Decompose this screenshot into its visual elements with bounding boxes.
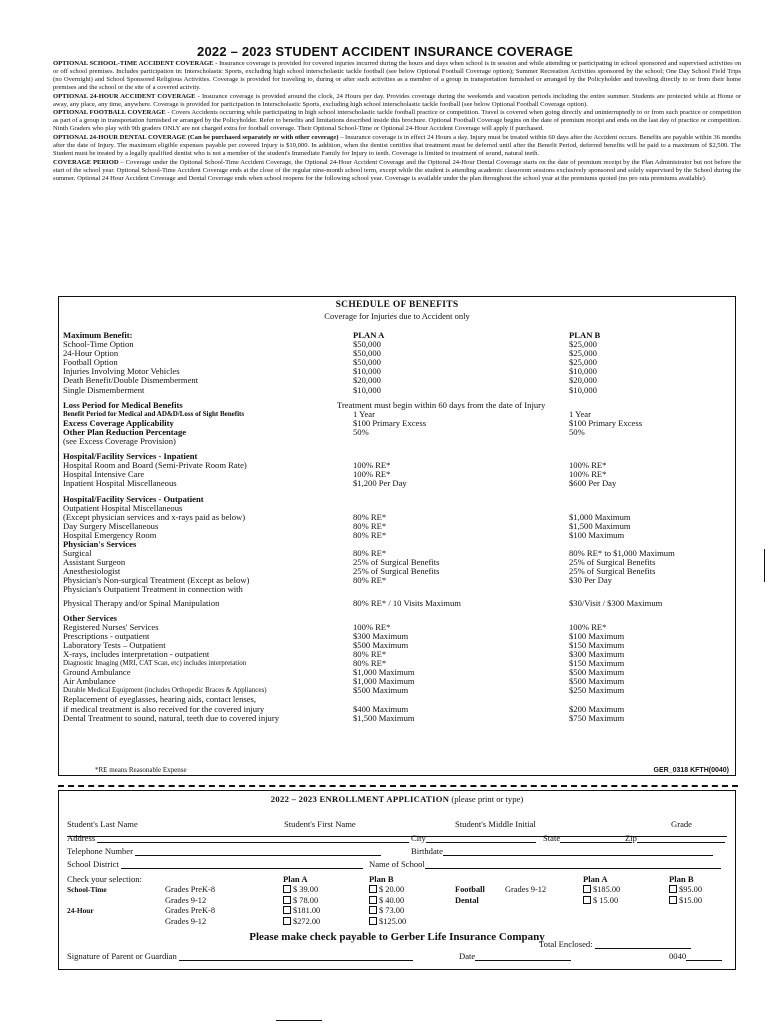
plan-a-value: $1,000 Maximum: [353, 667, 415, 678]
plan-b-value: 50%: [569, 426, 585, 437]
benefit-row: [63, 349, 733, 358]
plan-a-checkbox[interactable]: [283, 917, 320, 926]
benefit-label: Benefit Period for Medical and AD&D/Loss of Sight Benefits: [63, 409, 245, 418]
plan-a-checkbox[interactable]: [283, 906, 320, 915]
extra-plan-a-checkbox[interactable]: [583, 885, 620, 894]
plan-b-checkbox[interactable]: [369, 896, 404, 905]
plan-a-value: 50%: [353, 426, 369, 437]
plan-a-value: 80% RE*: [353, 548, 387, 559]
plan-b-value: $750 Maximum: [569, 712, 625, 723]
grade-range: Grades PreK-8: [165, 885, 216, 894]
coverage-descriptions: [53, 60, 741, 184]
signature-label: Signature of Parent or Guardian: [67, 951, 177, 961]
coverage-type: School-Time: [67, 885, 107, 894]
bottom-mark: [276, 1020, 322, 1021]
plan-a-value: $1,200 Per Day: [353, 478, 407, 489]
plan-a-value: $300 Maximum: [353, 630, 409, 641]
plan-a-value: 80% RE*: [353, 511, 387, 522]
benefit-label: Dental Treatment to sound, natural, teeth due to covered injury: [63, 712, 279, 723]
plan-b-value: 25% of Surgical Benefits: [569, 557, 656, 568]
extra-plan-a-checkbox[interactable]: [583, 896, 618, 905]
checkbox-box[interactable]: [369, 896, 377, 904]
plan-b-value: $30 Per Day: [569, 575, 612, 586]
benefit-label: Prescriptions - outpatient: [63, 630, 150, 641]
benefit-label: Excess Coverage Applicability: [63, 417, 174, 428]
benefit-label: (Except physician services and x-rays paid as below): [63, 511, 246, 522]
extra-coverage-type: Football: [455, 885, 485, 894]
plan-b-value: $150 Maximum: [569, 639, 625, 650]
benefit-label: Injuries Involving Motor Vehicles: [63, 366, 180, 377]
plan-a-value: 100% RE*: [353, 460, 391, 471]
premium-amount: $272.00: [293, 916, 321, 926]
enrollment-title-note: (please print or type): [449, 794, 524, 804]
benefit-label: Surgical: [63, 548, 92, 559]
plan-b-value: $20,000: [569, 375, 597, 386]
check-selection-label: Check your selection:: [67, 874, 142, 884]
city-label: City: [411, 833, 426, 843]
coverage-paragraph: [53, 134, 741, 158]
coverage-heading: OPTIONAL 24-HOUR ACCIDENT COVERAGE: [53, 92, 196, 100]
coverage-heading: OPTIONAL 24-HOUR DENTAL COVERAGE (Can be purchased separately or with other coverage): [53, 134, 339, 142]
first-name-label: Student's First Name: [284, 819, 356, 829]
benefit-row: [63, 331, 733, 340]
plan-b-value: $25,000: [569, 357, 597, 368]
school-district-label: School District: [67, 859, 119, 869]
coverage-paragraph: [53, 60, 741, 92]
birthdate-field[interactable]: [411, 846, 713, 856]
benefit-row: [63, 437, 733, 446]
address-label: Address: [67, 833, 96, 843]
checkbox-box[interactable]: [369, 885, 377, 893]
plan-b-header: Plan B: [369, 874, 394, 884]
plan-b-value: 25% of Surgical Benefits: [569, 566, 656, 577]
signature-field[interactable]: [67, 951, 413, 961]
benefit-label: Physician's Non-surgical Treatment (Except as below): [63, 575, 250, 586]
date-label: Date: [459, 951, 476, 961]
benefit-label: Physical Therapy and/or Spinal Manipulation: [63, 597, 220, 608]
benefit-label: Other Services: [63, 612, 118, 623]
premium-amount: $ 78.00: [293, 895, 319, 905]
checkbox-box[interactable]: [669, 896, 677, 904]
benefit-row: [63, 714, 733, 723]
grade-range: Grades PreK-8: [165, 906, 216, 915]
coverage-text: - Covers Accidents occurring while participating in high school interscholastic tackle football practice or competition. Travel is covered when going directly and uninterruptedly to or from such practice or competition as part of a group in transportation furnished or arranged by the Policyholder. Refer to benefits and limitations described inside this brochure. Optional Football Coverage begins on the date of premium receipt and ends on the last day of practice or competition. Ninth Graders who play with 9th graders ONLY are not charged extra for football coverage. Their Optional School-Time or Optional 24-Hour Accident Coverage will apply if purchased.: [53, 109, 742, 133]
plan-b-value: 100% RE*: [569, 621, 607, 632]
plan-b-checkbox[interactable]: [369, 906, 404, 915]
benefit-label: Ground Ambulance: [63, 667, 131, 678]
benefit-label: Loss Period for Medical Benefits: [63, 399, 183, 410]
page-title: 2022 – 2023 STUDENT ACCIDENT INSURANCE COVERAGE: [197, 44, 573, 59]
benefit-label: Air Ambulance: [63, 676, 116, 687]
coverage-type: 24-Hour: [67, 906, 94, 915]
benefit-row: [63, 650, 733, 659]
form-reference: GER_0318 KFTH(0040): [653, 767, 729, 774]
plan-a-value: 25% of Surgical Benefits: [353, 566, 440, 577]
benefit-row: [63, 340, 733, 349]
checkbox-box[interactable]: [283, 885, 291, 893]
grade-range: Grades 9-12: [165, 895, 207, 905]
state-label: State: [543, 833, 561, 843]
benefit-row: [63, 585, 733, 594]
plan-a-value: 100% RE*: [353, 621, 391, 632]
plan-a-checkbox[interactable]: [283, 896, 318, 905]
checkbox-box[interactable]: [669, 885, 677, 893]
benefit-row: [63, 531, 733, 540]
plan-a-value: $50,000: [353, 348, 381, 359]
coverage-paragraph: [53, 159, 741, 183]
plan-b-header-extra: Plan B: [669, 874, 694, 884]
benefit-label: Football Option: [63, 357, 118, 368]
schedule-title: SCHEDULE OF BENEFITS: [335, 300, 459, 310]
plan-b-value: $500 Maximum: [569, 667, 625, 678]
benefit-row: [63, 599, 733, 608]
checkbox-box[interactable]: [283, 906, 291, 914]
plan-a-value: $10,000: [353, 366, 381, 377]
grade-range: Grades 9-12: [165, 916, 207, 926]
plan-b-value: $100 Maximum: [569, 630, 625, 641]
plan-b-value: $10,000: [569, 384, 597, 395]
benefit-label: Death Benefit/Double Dismemberment: [63, 375, 199, 386]
checkbox-box[interactable]: [369, 906, 377, 914]
extra-grade-range: Grades 9-12: [505, 885, 547, 894]
plan-a-header: Plan A: [283, 874, 308, 884]
benefit-label: Hospital/Facility Services - Inpatient: [63, 451, 198, 462]
premium-amount: $185.00: [593, 885, 621, 894]
grade-label: Grade: [671, 819, 692, 829]
benefit-label: Physician's Outpatient Treatment in connection with: [63, 584, 243, 595]
premium-amount: $125.00: [379, 916, 407, 926]
plan-b-value: $100 Maximum: [569, 529, 625, 540]
schedule-of-benefits: [58, 296, 736, 776]
coverage-text: - Insurance coverage is provided around the clock, 24 Hours per day. Provides coverage during the weekends and vacation periods including the entire summer. Students are protected while at Home or away, any place, any time, anywhere. Coverage is provided for participation in Interscholastic Sports, excluding high school interscholastic tackle football (see below Optional Football Coverage option).: [53, 92, 741, 108]
state-field[interactable]: [543, 833, 632, 843]
benefit-label: Laboratory Tests – Outpatient: [63, 639, 166, 650]
plan-b-value: $100 Primary Excess: [569, 417, 643, 428]
plan-b-checkbox[interactable]: [369, 885, 404, 894]
plan-a-value: $20,000: [353, 375, 381, 386]
plan-b-value: $600 Per Day: [569, 478, 617, 489]
plan-a-value: $10,000: [353, 384, 381, 395]
plan-b-value: $150 Maximum: [569, 658, 625, 669]
benefit-label: Replacement of eyeglasses, hearing aids, contact lenses,: [63, 694, 257, 705]
plan-a-value: 100% RE*: [353, 469, 391, 480]
telephone-label: Telephone Number: [67, 846, 133, 856]
plan-a-checkbox[interactable]: [283, 885, 318, 894]
plan-b-value: $10,000: [569, 366, 597, 377]
benefit-label: 24-Hour Option: [63, 348, 119, 359]
plan-b-checkbox[interactable]: [369, 917, 406, 926]
benefit-label: Inpatient Hospital Miscellaneous: [63, 478, 177, 489]
benefit-row: [63, 461, 733, 470]
plan-b-value: $25,000: [569, 339, 597, 350]
extra-coverage-type: Dental: [455, 895, 479, 905]
coverage-text: – Coverage under the Optional School-Time Accident Coverage, the Optional 24-Hour Accident Coverage and the Optional 24-Hour Dental Coverage starts on the date of premium receipt by the Plan Administrator but not before the start of the school year. Optional School-Time Accident Coverage ends at the close of the regular nine-month school term, except while the student is attending academic classroom sessions exclusively sponsored and solely supervised by the School during the summer. Optional 24 Hour Accident Coverage and Dental Coverage ends when school reopens for the following school year. Coverage is available under the plan throughout the school year at the premiums quoted (no pro rata premiums available).: [53, 158, 741, 182]
plan-a-value: 80% RE*: [353, 575, 387, 586]
checkbox-box[interactable]: [583, 896, 591, 904]
benefit-label: Hospital/Facility Services - Outpatient: [63, 493, 204, 504]
school-district-field[interactable]: [67, 859, 363, 869]
plan-a-value: 80% RE* / 10 Visits Maximum: [353, 597, 461, 608]
benefit-label: Single Dismemberment: [63, 384, 145, 395]
plan-a-value: 80% RE*: [353, 649, 387, 659]
plan-b-value: $25,000: [569, 348, 597, 359]
birthdate-label: Birthdate: [411, 846, 443, 856]
date-field[interactable]: [459, 951, 571, 961]
premium-amount: $ 73.00: [379, 906, 405, 915]
benefit-label: Anesthesiologist: [63, 566, 121, 577]
benefit-label: Day Surgery Miscellaneous: [63, 520, 159, 531]
benefit-label: Hospital Intensive Care: [63, 469, 145, 480]
plan-a-value: $500 Maximum: [353, 685, 409, 696]
margin-mark: [764, 549, 765, 582]
form-code-text: 0040: [669, 951, 687, 961]
form-code: [669, 951, 722, 961]
re-note: *RE means Reasonable Expense: [95, 766, 187, 774]
benefit-label: Hospital Room and Board (Semi-Private Room Rate): [63, 460, 247, 471]
address-field[interactable]: [67, 833, 409, 843]
zip-field[interactable]: [625, 833, 725, 843]
plan-b-value: $500 Maximum: [569, 676, 625, 687]
plan-a-value: $400 Maximum: [353, 703, 409, 714]
benefit-label: Maximum Benefit:: [63, 330, 133, 340]
extra-plan-b-checkbox[interactable]: [669, 896, 702, 905]
payable-note: Please make check payable to Gerber Life Insurance Company: [249, 931, 545, 943]
plan-b-value: $1,000 Maximum: [569, 511, 631, 522]
benefit-row: [63, 386, 733, 395]
middle-initial-label: Student's Middle Initial: [455, 819, 536, 829]
benefit-row: [63, 401, 733, 410]
benefit-label: Assistant Surgeon: [63, 557, 126, 568]
telephone-field[interactable]: [67, 846, 381, 856]
benefit-row: [63, 479, 733, 488]
plan-a-value: $1,500 Maximum: [353, 712, 415, 723]
plan-a-value: 80% RE*: [353, 520, 387, 531]
checkbox-box[interactable]: [369, 917, 377, 925]
benefit-label: X-rays, includes interpretation - outpatient: [63, 649, 210, 659]
schedule-subtitle: Coverage for Injuries due to Accident only: [324, 311, 470, 321]
benefit-label: School-Time Option: [63, 339, 134, 350]
benefit-label: Diagnostic Imaging (MRI, CAT Scan, etc) includes interpretation: [63, 659, 247, 668]
zip-label: Zip: [625, 833, 637, 843]
plan-a-value: 80% RE*: [353, 658, 387, 669]
plan-a-value: $1,000 Maximum: [353, 676, 415, 687]
extra-plan-b-checkbox[interactable]: [669, 885, 702, 894]
benefit-label: Durable Medical Equipment (includes Orthopedic Braces & Appliances): [63, 686, 267, 695]
benefit-rows: [63, 331, 733, 723]
coverage-paragraph: [53, 109, 741, 133]
premium-amount: $ 40.00: [379, 895, 405, 905]
plan-b-value: 100% RE*: [569, 460, 607, 471]
benefit-row: [63, 513, 733, 522]
checkbox-box[interactable]: [583, 885, 591, 893]
benefit-label: Physician's Services: [63, 538, 137, 549]
plan-a-value: $100 Primary Excess: [353, 417, 427, 428]
benefit-row: [63, 522, 733, 531]
plan-b-value: $30/Visit / $300 Maximum: [569, 597, 663, 608]
benefit-row: [63, 376, 733, 385]
plan-b-value: $1,500 Maximum: [569, 520, 631, 531]
plan-a-value: PLAN A: [353, 330, 385, 340]
premium-amount: $ 15.00: [593, 895, 619, 905]
coverage-text: - Insurance coverage is provided for covered injuries incurred during the hours and days when school is in session and while attending or participating in school sponsored and supervised activities on or off school premises. Includes participation in: Interscholastic Sports, excluding high school interscholastic tackle football (see below Optional Football Coverage option); Summer Recreation Activities sponsored by the school; One Day School Field Trips (no Overnight) and School Sponsored Religious Activities. Coverage is provided for traveling to, during or after such activities as a member of a group in transportation furnished or arranged by the Policyholder and traveling directly to or from their home premises and the school or the site of a covered activity.: [53, 60, 741, 91]
enrollment-title-main: 2022 – 2023 ENROLLMENT APPLICATION: [270, 794, 450, 804]
coverage-heading: OPTIONAL SCHOOL-TIME ACCIDENT COVERAGE: [53, 60, 214, 67]
premium-amount: $95.00: [679, 885, 703, 894]
plan-a-value: Treatment must begin within 60 days from the date of Injury: [337, 399, 546, 410]
benefit-label: Other Plan Reduction Percentage: [63, 426, 187, 437]
benefit-label: Outpatient Hospital Miscellaneous: [63, 502, 183, 513]
plan-a-value: $500 Maximum: [353, 639, 409, 650]
plan-b-value: PLAN B: [569, 330, 601, 340]
school-name-label: Name of School: [369, 859, 425, 869]
plan-b-value: $300 Maximum: [569, 649, 625, 659]
total-enclosed-label: Total Enclosed:: [539, 939, 593, 949]
plan-b-value: $200 Maximum: [569, 703, 625, 714]
coverage-heading: OPTIONAL FOOTBALL COVERAGE: [53, 109, 166, 117]
premium-amount: $ 39.00: [293, 885, 319, 894]
checkbox-box[interactable]: [283, 917, 291, 925]
benefit-label: (see Excess Coverage Provision): [63, 436, 176, 447]
city-field[interactable]: [411, 833, 536, 843]
school-name-field[interactable]: [369, 859, 721, 869]
plan-b-value: 100% RE*: [569, 469, 607, 480]
checkbox-box[interactable]: [283, 896, 291, 904]
benefit-label: Hospital Emergency Room: [63, 529, 157, 540]
plan-b-value: $250 Maximum: [569, 685, 625, 696]
premium-amount: $15.00: [679, 895, 703, 905]
plan-a-value: 25% of Surgical Benefits: [353, 557, 440, 568]
premium-amount: $ 20.00: [379, 885, 405, 894]
cut-line: [58, 785, 738, 787]
enrollment-application: [58, 790, 736, 970]
plan-a-value: $50,000: [353, 339, 381, 350]
last-name-label: Student's Last Name: [67, 819, 138, 829]
plan-a-value: 1 Year: [353, 408, 375, 419]
plan-a-header-extra: Plan A: [583, 874, 608, 884]
benefit-row: [63, 614, 733, 623]
plan-b-value: 80% RE* to $1,000 Maximum: [569, 548, 675, 559]
benefit-label: if medical treatment is also received for the covered injury: [63, 703, 265, 714]
coverage-text: – Insurance coverage is in effect 24 Hours a day. Injury must be treated within 60 days after the Accident occurs. Benefits are payable within 36 months after the date of Injury. The maximum eligible expenses payable per covered Injury is $10,000. In addition, when the dentist certifies that treatment must be deferred until after the Benefit Period, deferred benefits will be paid to a maximum of $2,500. The Student must be treated by a legally qualified dentist who is not a member of the student's Immediate Family for Injury to teeth. Coverage is limited to treatment of sound, natural teeth.: [53, 134, 741, 157]
coverage-paragraph: [53, 93, 741, 109]
plan-a-value: 80% RE*: [353, 529, 387, 540]
premium-amount: $181.00: [293, 906, 321, 915]
benefit-label: Registered Nurses' Services: [63, 621, 159, 632]
enrollment-title: [59, 794, 735, 804]
coverage-heading: COVERAGE PERIOD: [53, 158, 119, 166]
plan-b-value: 1 Year: [569, 408, 591, 419]
plan-a-value: $50,000: [353, 357, 381, 368]
